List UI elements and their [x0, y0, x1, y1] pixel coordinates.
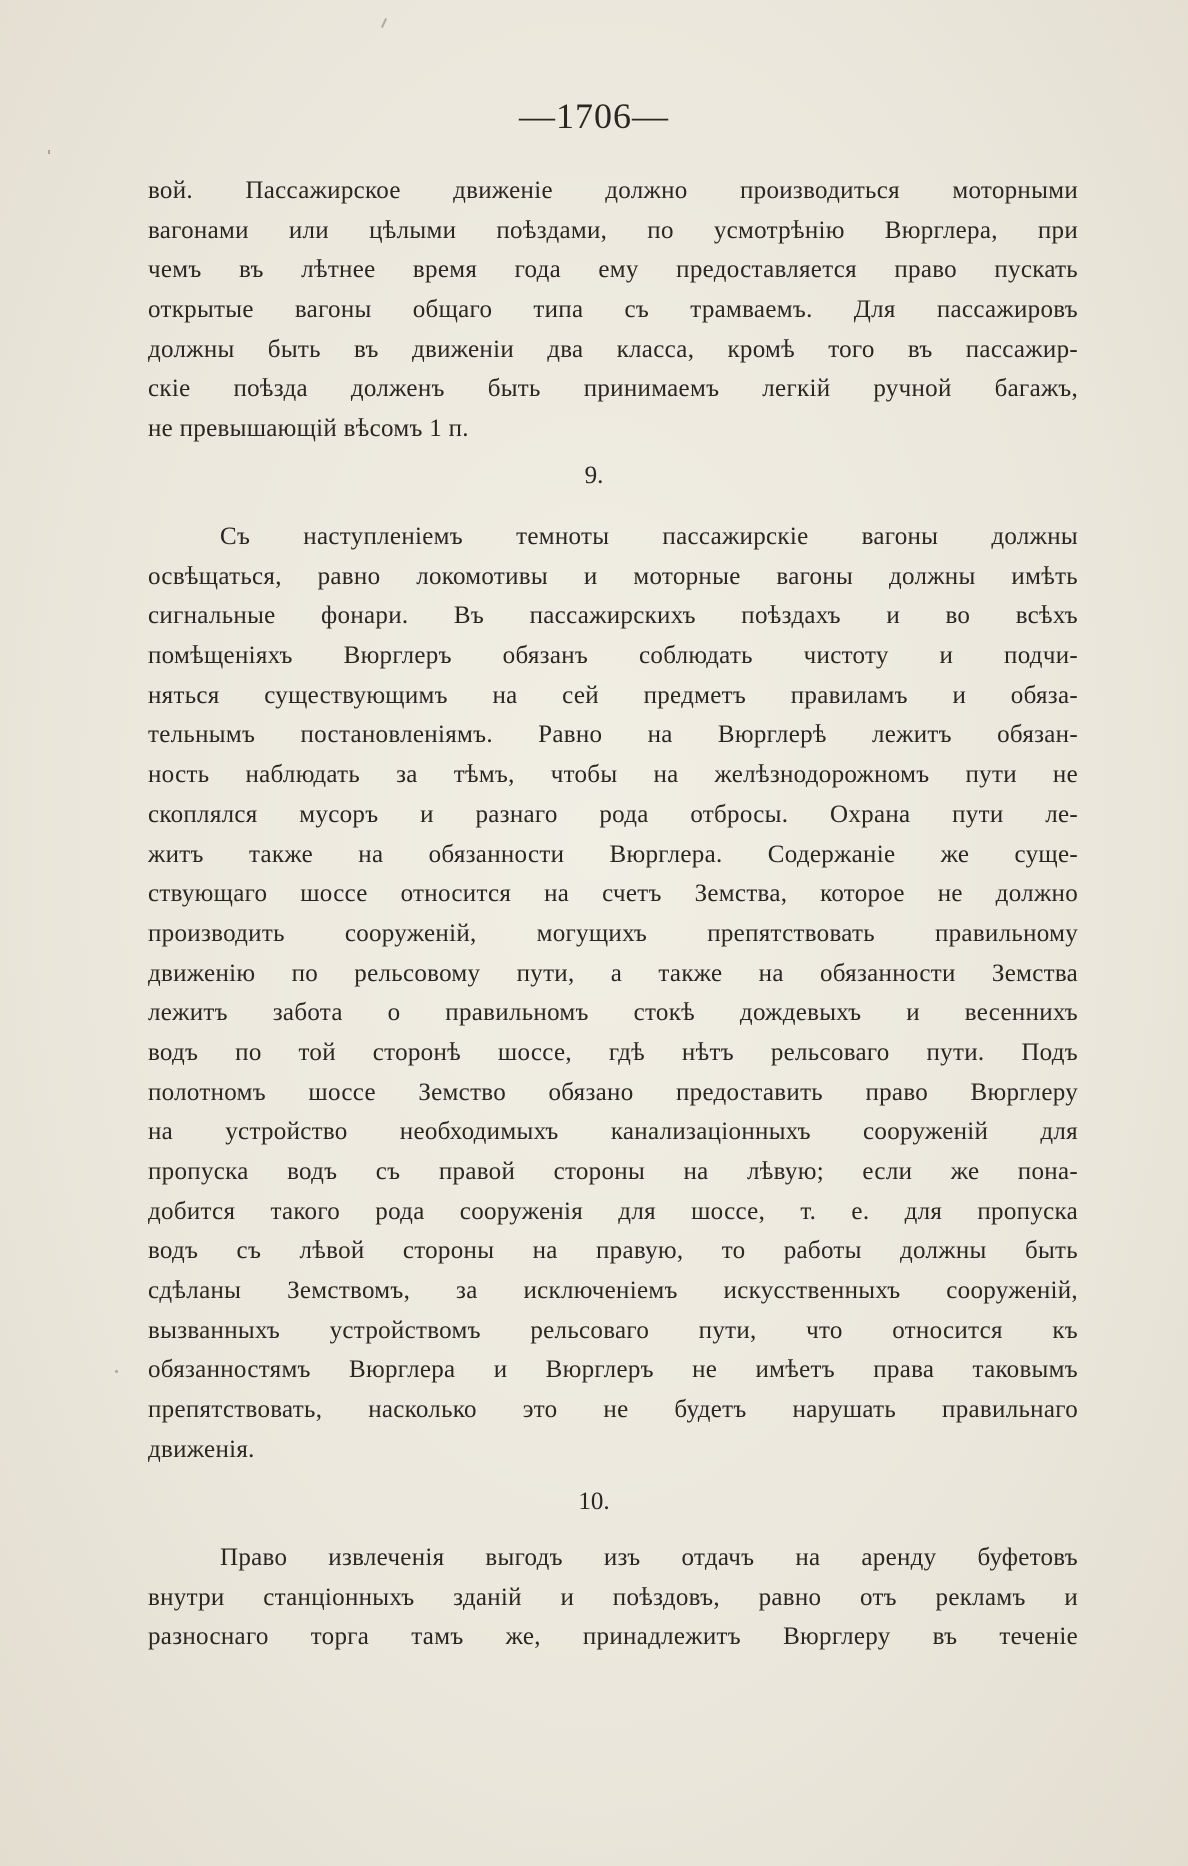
text-line: препятствовать, насколько это не будетъ нарушать правильнаго	[148, 1396, 1078, 1424]
text-line: производить сооруженій, могущихъ препятствовать правильному	[148, 919, 1078, 947]
text-line: открытые вагоны общаго типа съ трамваемъ. Для пассажировъ	[148, 296, 1078, 324]
text-line: разноснаго торга тамъ же, принадлежитъ Вюрглеру въ теченіе	[148, 1623, 1078, 1651]
text-line: движенію по рельсовому пути, а также на обязанности Земства	[148, 959, 1078, 987]
text-line: Право извлеченія выгодъ изъ отдачъ на аренду буфетовъ	[220, 1544, 1078, 1571]
text-line: обязанностямъ Вюрглера и Вюрглеръ не имѣетъ права таковымъ	[148, 1356, 1078, 1384]
text-line: пропуска водъ съ правой стороны на лѣвую; если же пона-	[148, 1158, 1078, 1185]
text-line: ность наблюдать за тѣмъ, чтобы на желѣзнодорожномъ пути не	[148, 761, 1078, 789]
text-line: вызванныхъ устройствомъ рельсоваго пути, что относится къ	[148, 1316, 1078, 1344]
scan-speck	[48, 150, 50, 154]
text-line: сдѣланы Земствомъ, за исключеніемъ искусственныхъ сооруженій,	[148, 1277, 1078, 1305]
text-line: скоплялся мусоръ и разнаго рода отбросы. Охрана пути ле-	[148, 800, 1078, 828]
text-line: внутри станціонныхъ зданій и поѣздовъ, равно отъ рекламъ и	[148, 1583, 1078, 1611]
text-line: скіе поѣзда долженъ быть принимаемъ легкій ручной багажъ,	[148, 375, 1078, 403]
text-line: сигнальные фонари. Въ пассажирскихъ поѣздахъ и во всѣхъ	[148, 602, 1078, 630]
text-line: няться существующимъ на сей предметъ правиламъ и обяза-	[148, 681, 1078, 709]
page-number: —1706—	[519, 96, 669, 136]
section-10-paragraph	[148, 1538, 1078, 1657]
text-line: ствующаго шоссе относится на счетъ Земства, которое не должно	[148, 880, 1078, 908]
text-line: Съ наступленіемъ темноты пассажирскіе вагоны должны	[220, 523, 1078, 550]
scan-speck	[381, 18, 387, 28]
text-line: вагонами или цѣлыми поѣздами, по усмотрѣнію Вюрглера, при	[148, 216, 1078, 244]
text-line: освѣщаться, равно локомотивы и моторные вагоны должны имѣть	[148, 562, 1078, 590]
text-line: не превышающій вѣсомъ 1 п.	[148, 415, 469, 443]
text-line: полотномъ шоссе Земство обязано предоставить право Вюрглеру	[148, 1078, 1078, 1106]
text-line: добится такого рода сооруженія для шоссе, т. е. для пропуска	[148, 1197, 1078, 1225]
paragraph-continued	[148, 171, 1078, 449]
text-line: вой. Пассажирское движеніе должно производиться моторными	[148, 177, 1078, 204]
section-number-10: 10.	[578, 1488, 610, 1515]
text-line: на устройство необходимыхъ канализаціонныхъ сооруженій для	[148, 1118, 1078, 1146]
text-line: житъ также на обязанности Вюрглера. Содержаніе же суще-	[148, 840, 1078, 868]
text-line: тельнымъ постановленіямъ. Равно на Вюрглерѣ лежитъ обязан-	[148, 721, 1078, 749]
text-line: лежитъ забота о правильномъ стокѣ дождевыхъ и весеннихъ	[148, 999, 1078, 1027]
text-line: движенія.	[148, 1435, 255, 1463]
text-line: водъ съ лѣвой стороны на правую, то работы должны быть	[148, 1237, 1078, 1265]
scan-speck	[115, 1370, 118, 1373]
text-line: чемъ въ лѣтнее время года ему предоставляется право пускать	[148, 256, 1078, 284]
text-line: должны быть въ движеніи два класса, кромѣ того въ пассажир-	[148, 335, 1078, 363]
text-line: водъ по той сторонѣ шоссе, гдѣ нѣтъ рельсоваго пути. Подъ	[148, 1038, 1078, 1066]
text-line: помѣщеніяхъ Вюрглеръ обязанъ соблюдать чистоту и подчи-	[148, 642, 1078, 670]
section-number-9: 9.	[584, 462, 604, 489]
section-9-paragraph	[148, 517, 1078, 1470]
